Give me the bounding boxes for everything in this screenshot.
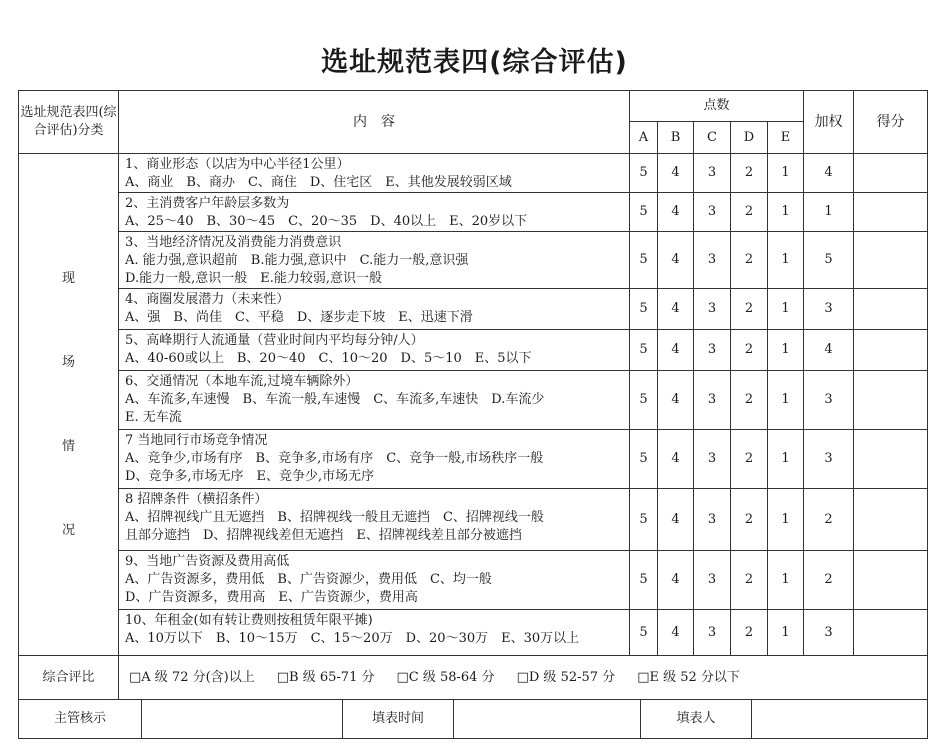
criteria-line: D、竞争多,市场无序 E、竞争少,市场无序 (125, 469, 375, 484)
criteria-line: 7 当地同行市场竞争情况 (125, 433, 268, 448)
point-cell: 2 (731, 193, 768, 232)
point-cell: 4 (658, 232, 694, 289)
point-cell: 2 (731, 232, 768, 289)
point-cell: 2 (731, 330, 768, 371)
point-cell: 1 (768, 371, 804, 430)
criteria-text (119, 551, 630, 610)
point-cell: 5 (630, 330, 658, 371)
section-label-char: 情 (61, 438, 75, 454)
point-cell: 4 (658, 330, 694, 371)
criteria-row (19, 193, 928, 232)
category-header: 选址规范表四(综合评估)分类 (19, 91, 119, 154)
point-cell: 2 (731, 489, 768, 551)
point-cell: 2 (731, 610, 768, 656)
weight-cell: 3 (804, 610, 854, 656)
criteria-text (119, 330, 630, 371)
filler-label: 填表人 (641, 700, 752, 738)
criteria-line: A. 能力强,意识超前 B.能力强,意识中 C.能力一般,意识强 (125, 253, 469, 268)
footer-row (19, 700, 928, 739)
point-cell: 3 (694, 489, 731, 551)
point-cell: 5 (630, 193, 658, 232)
criteria-text (119, 489, 630, 551)
points-header: 点数 (630, 91, 804, 122)
point-cell: 4 (658, 610, 694, 656)
col-b-header: B (658, 122, 694, 154)
criteria-line: 5、高峰期行人流通量（营业时间内平均每分钟/人） (125, 333, 424, 348)
col-c-header: C (694, 122, 731, 154)
point-cell: 2 (731, 371, 768, 430)
criteria-line: 4、商圈发展潜力（未来性） (125, 292, 290, 307)
weight-cell: 3 (804, 371, 854, 430)
point-cell: 4 (658, 489, 694, 551)
criteria-line: 且部分遮挡 D、招牌视线差但无遮挡 E、招牌视线差且部分被遮挡 (125, 528, 522, 543)
criteria-line: A、招牌视线广且无遮挡 B、招牌视线一般且无遮挡 C、招牌视线一般 (125, 510, 544, 525)
point-cell: 1 (768, 489, 804, 551)
weight-header: 加权 (804, 91, 854, 154)
weight-cell: 5 (804, 232, 854, 289)
point-cell: 3 (694, 551, 731, 610)
date-field[interactable] (454, 700, 641, 738)
criteria-line: 3、当地经济情况及消费能力消费意识 (125, 235, 342, 250)
weight-cell: 3 (804, 289, 854, 330)
grade-options (119, 656, 928, 700)
supervisor-label: 主管核示 (53, 711, 106, 726)
point-cell: 5 (630, 232, 658, 289)
grade-option-checkbox[interactable]: □B 级 65-71 分 (276, 669, 375, 685)
point-cell: 1 (768, 610, 804, 656)
point-cell: 4 (658, 430, 694, 489)
point-cell: 3 (694, 193, 731, 232)
criteria-text (119, 193, 630, 232)
weight-cell: 3 (804, 430, 854, 489)
point-cell: 5 (630, 489, 658, 551)
criteria-text (119, 371, 630, 430)
point-cell: 4 (658, 289, 694, 330)
criteria-row (19, 371, 928, 430)
point-cell: 5 (630, 289, 658, 330)
weight-cell: 1 (804, 193, 854, 232)
score-cell[interactable] (854, 489, 928, 551)
point-cell: 1 (768, 289, 804, 330)
score-cell[interactable] (854, 232, 928, 289)
criteria-line: A、竞争少,市场有序 B、竞争多,市场有序 C、竞争一般,市场秩序一般 (125, 451, 544, 466)
evaluation-table (18, 90, 928, 739)
criteria-line: 1、商业形态（以店为中心半径1公里） (125, 157, 350, 172)
criteria-line: A、10万以下 B、10～15万 C、15～20万 D、20～30万 E、30万以上 (125, 631, 580, 646)
criteria-line: A、商业 B、商办 C、商住 D、住宅区 E、其他发展较弱区域 (125, 175, 512, 190)
criteria-line: 2、主消费客户年龄层多数为 (125, 196, 290, 211)
grade-option-checkbox[interactable]: □E 级 52 分以下 (637, 669, 740, 685)
criteria-line: A、强 B、尚佳 C、平稳 D、逐步走下坡 E、迅速下滑 (125, 310, 473, 325)
point-cell: 4 (658, 154, 694, 193)
criteria-text (119, 430, 630, 489)
summary-label: 综合评比 (19, 656, 119, 700)
grade-option-checkbox[interactable]: □A 级 72 分(含)以上 (129, 669, 255, 685)
point-cell: 5 (630, 430, 658, 489)
criteria-row (19, 330, 928, 371)
point-cell: 2 (731, 289, 768, 330)
criteria-row (19, 489, 928, 551)
point-cell: 3 (694, 430, 731, 489)
point-cell: 5 (630, 610, 658, 656)
criteria-line: A、车流多,车速慢 B、车流一般,车速慢 C、车流多,车速快 D.车流少 (125, 392, 545, 407)
criteria-text (119, 154, 630, 193)
point-cell: 5 (630, 371, 658, 430)
weight-cell: 2 (804, 551, 854, 610)
criteria-line: 6、交通情况（本地车流,过境车辆除外） (125, 374, 359, 389)
point-cell: 2 (731, 551, 768, 610)
criteria-line: 10、年租金(如有转让费则按租赁年限平摊) (125, 613, 373, 628)
score-cell[interactable] (854, 371, 928, 430)
point-cell: 2 (731, 430, 768, 489)
criteria-row (19, 430, 928, 489)
point-cell: 1 (768, 232, 804, 289)
criteria-line: E. 无车流 (125, 410, 182, 425)
criteria-row (19, 551, 928, 610)
score-cell[interactable] (854, 610, 928, 656)
score-cell[interactable] (854, 154, 928, 193)
point-cell: 1 (768, 193, 804, 232)
col-e-header: E (768, 122, 804, 154)
point-cell: 3 (694, 154, 731, 193)
point-cell: 1 (768, 330, 804, 371)
criteria-line: A、25～40 B、30～45 C、20～35 D、40以上 E、20岁以下 (125, 214, 528, 229)
section-label-char: 现 (61, 270, 75, 286)
weight-cell: 2 (804, 489, 854, 551)
criteria-text (119, 232, 630, 289)
criteria-row (19, 154, 928, 193)
score-cell[interactable] (854, 193, 928, 232)
supervisor-field[interactable] (142, 700, 343, 738)
score-header: 得分 (854, 91, 928, 154)
content-header: 内 容 (119, 91, 630, 154)
date-label: 填表时间 (343, 700, 454, 738)
score-cell[interactable] (854, 430, 928, 489)
col-a-header: A (630, 122, 658, 154)
criteria-line: A、广告资源多，费用低 B、广告资源少，费用低 C、均一般 (125, 572, 492, 587)
weight-cell: 4 (804, 330, 854, 371)
criteria-row (19, 232, 928, 289)
point-cell: 3 (694, 371, 731, 430)
grade-option-checkbox[interactable]: □C 级 58-64 分 (396, 669, 495, 685)
point-cell: 1 (768, 430, 804, 489)
point-cell: 5 (630, 551, 658, 610)
score-cell[interactable] (854, 330, 928, 371)
point-cell: 4 (658, 371, 694, 430)
section-label-char: 况 (61, 522, 75, 538)
point-cell: 2 (731, 154, 768, 193)
criteria-line: 9、当地广告资源及费用高低 (125, 554, 290, 569)
point-cell: 1 (768, 154, 804, 193)
weight-cell: 4 (804, 154, 854, 193)
point-cell: 1 (768, 551, 804, 610)
point-cell: 3 (694, 232, 731, 289)
summary-row (19, 656, 928, 700)
criteria-text (119, 610, 630, 656)
criteria-line: A、40-60或以上 B、20～40 C、10～20 D、5～10 E、5以下 (125, 351, 532, 366)
criteria-line: D.能力一般,意识一般 E.能力较弱,意识一般 (125, 271, 382, 286)
criteria-row (19, 610, 928, 656)
page-title: 选址规范表四(综合评估) (321, 47, 628, 78)
criteria-row (19, 289, 928, 330)
point-cell: 3 (694, 330, 731, 371)
score-cell[interactable] (854, 551, 928, 610)
criteria-text (119, 289, 630, 330)
point-cell: 3 (694, 610, 731, 656)
section-label-char: 场 (61, 354, 75, 370)
criteria-line: D、广告资源多，费用高 E、广告资源少，费用高 (125, 590, 418, 605)
filler-field[interactable] (752, 700, 934, 738)
col-d-header: D (731, 122, 768, 154)
point-cell: 4 (658, 193, 694, 232)
point-cell: 5 (630, 154, 658, 193)
section-label (19, 154, 119, 656)
point-cell: 3 (694, 289, 731, 330)
score-cell[interactable] (854, 289, 928, 330)
criteria-line: 8 招牌条件（横招条件） (125, 492, 268, 507)
point-cell: 4 (658, 551, 694, 610)
grade-option-checkbox[interactable]: □D 级 52-57 分 (516, 669, 616, 685)
